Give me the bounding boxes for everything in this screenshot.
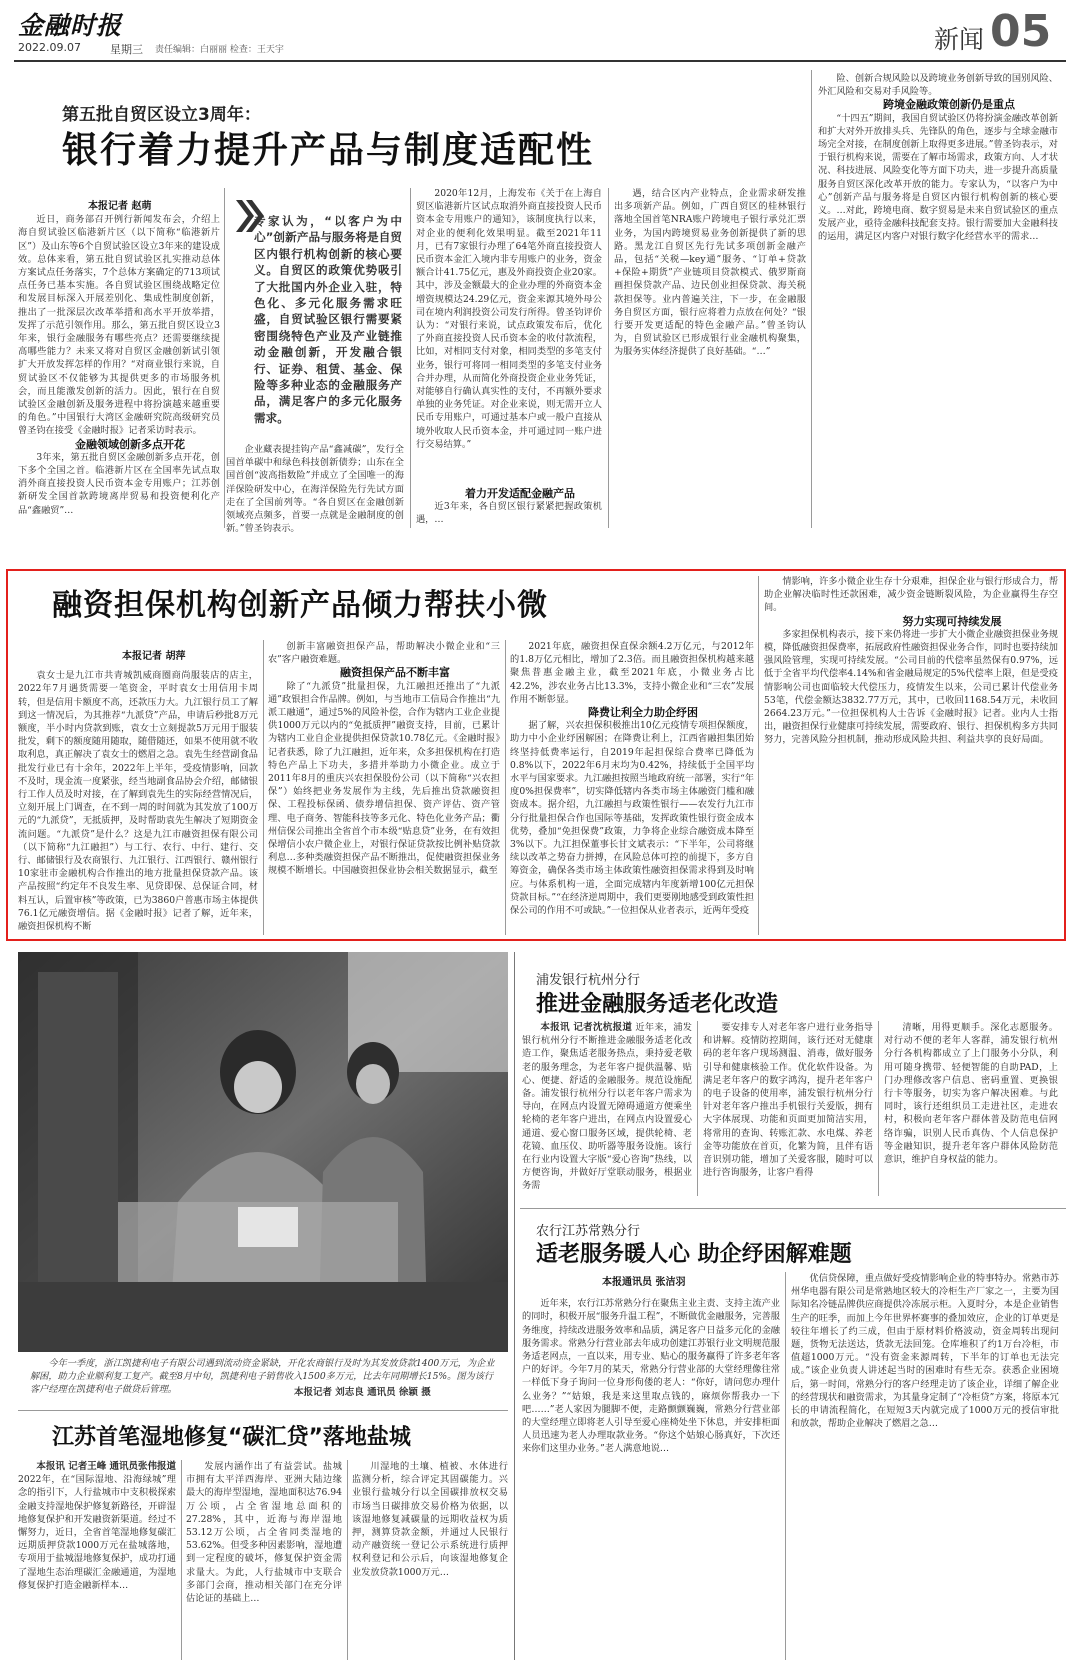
article1-pullquote: 专家认为，“以客户为中心”创新产品与服务将是自贸区内银行机构创新的核心要义。自贸区的政策优势吸引了大批国内外企业入驻，特色化、多元化服务需求旺盛，自贸试验区银行需要紧密围绕特色产业及产业链推动金融创新，开发融合银行、证券、租赁、基金、保险等多种业态的金融服务产品，满足客户的多元化服务需求。 [254, 214, 402, 425]
article2-col1 [18, 650, 258, 935]
divider [514, 952, 515, 1660]
article1-subhead5: 跨境金融政策创新仍是重点 [883, 98, 1015, 112]
masthead [0, 0, 1080, 58]
article1-col5-text: 险、创新合规风险以及跨境业务创新导致的国别风险、外汇风险和交易对手风险等。 [818, 73, 1058, 98]
article5-col2 [186, 1460, 342, 1660]
article2-col3-text: 2021年底，融资担保直保余额4.2万亿元，与2012年的1.8万亿元相比，增加了2.3倍。而且融资担保机构越来越聚焦普惠金融主业，截至2021年底，小微业务占比42.2%，涉农业务占比13.3%，支持小微企业和“三农”发展作用不断彰显。 [510, 641, 754, 705]
article2-col3b-text: 据了解，兴农担保积极推出10亿元疫情专项担保额度，助力中小企业纾困解困；在降费让利上，江西省融担集团始终坚持低费率运行，自2019年起担保综合费率已降低为0.8%以下，2022年6月末均为0.42%，持续低于全国平均水平与国家要求。九江融担按照当地政府统一部署，实行“年度0%担保费率”，切实降低辖内各类市场主体融资门槛和融资成本。据介绍，九江融担与政策性银行——农发行九江市分行批量担保合作也国际等基础，发挥政策性银行资金成本优势，叠加“免担保费”政策，力争将企业综合融资成本降至3%以下。九江担保董事长甘文斌表示：“下半年，公司将继续以改革之势奋力拼搏，在风险总体可控的前提下，多方自筹资金，确保各类市场主体政策性融资担保需求得到及时响应。与体系机构一道，全面完成辖内年度新增100亿元担保贷款目标。”“在经济逆周期中，我们更要刚地感受到政策性担保公司的作用不可或缺。”一位担保从业者表示，近两年受疫 [510, 720, 754, 917]
masthead-rule [14, 60, 1066, 62]
divider [878, 1021, 879, 1196]
article1-col2 [226, 443, 404, 535]
article1-col4-text: 遇，结合区内产业特点，企业需求研发推出多项新产品。例如，广西自贸区的桂林银行落地全国首笔NRA账户跨境电子银行承兑汇票业务，为国内跨境贸易业务创新提供了新的思路。黑龙江自贸区先行先试多项创新金融产品，包括“关税—key通”服务、“订单+贷款+保险+期货”产业链项目贷款模式、俄罗斯商画担保贷款产品、边民创业担保贷款、海关税款担保等。业内普遍关注，下一步，在金融服务自贸区方面，银行应将着力点放在何处？“银行要开发更适配的特色金融产品。”曾圣钧认为，自贸试验区已形成银行业金融机构聚集，为服务实体经济提供了良好基础。“…” [614, 188, 806, 358]
photo-credit: 本报记者 刘志良 通讯员 徐颖 摄 [294, 1387, 431, 1398]
article1-col2-text: 企业藏表提挂钩产品“鑫减碳”，发行全国首单碳中和绿色科技创新债券；山东在全国首创“波高指数险”并成立了全国唯一的海洋保险研发中心，在海洋保险先行先试方面走在了全国前列等。“各自贸区在金融创新领域亮点频多，首要一点就是金融制度的创新。”曾圣钧表示。 [226, 444, 404, 535]
article1-col4 [614, 187, 806, 527]
article2-col4 [764, 575, 1058, 935]
article2-col4b-text: 多家担保机构表示，接下来仍将进一步扩大小微企业融资担保业务规模，降低融资担保费率，拓展政府性融资担保业务合作，同时也要持续加强风险管理，实现可持续发展。“公司目前的代偿率虽然保有0.97%，远低于全省平均代偿率4.14%和省金融局规定的5%代偿率上限，但是受疫情影响公司也面临较大代偿压力，疫情发生以来，公司已累计代偿业务53笔，代偿金额达3832.77万元，其中，已收回1168.54万元，未收回2664.23万元。”一位担保机构人士告诉《金融时报》记者。业内人士指出，融资担保行业健康可持续发展，需要政府、银行、担保机构多方共同努力，完善风险分担机制，推动形成风险共担、利益共享的良好局面。 [764, 628, 1059, 746]
article2-col2a-text: 创新丰富融资担保产品，帮助解决小微企业和“三农”客户融资难题。 [268, 641, 500, 666]
article2-subhead4: 努力实现可持续发展 [902, 614, 1002, 628]
divider [758, 576, 759, 935]
article2-col2-text: 除了“九派贷”批量担保，九江融担还推出了“九派通”政银担合作品牌。例如，与当地市工信局合作推出“九派工融通”，通过5%的风险补偿，合作为辖内工业企业提供1000万元以内的“免抵质押”融资支持，目前，已累计为辖内工业自企业提供担保贷款10.78亿元。《金融时报》记者获悉，除了九江融担，近年来，众多担保机构在打造特色产品上下功夫，多措并举助力小微企业。成立于2011年8月的重庆兴农担保股份公司（以下简称“兴农担保”）始终把业务发展作为主线，先后推出贷款融资担保、工程投标保函、债券增信担保、资产评估、资产管理、电子商务、智能科技等多元化、特色化业务产品；衢州信保公司推出全省首个市本级“贴息贷”业务，在有效担保增信小农户微企业上，对银行保证贷款按比例补贴贷款利息…多种类融资担保产品不断推出，促使融资担保业务规模不断增长。中国融资担保业协会相关数据显示，截至 [268, 680, 500, 877]
article3-col1-text [522, 1021, 692, 1193]
article1-kicker: 第五批自贸区设立3周年： [62, 105, 261, 125]
editor-credits: 责任编辑：白丽丽 检查：王天宇 [155, 45, 284, 55]
issue-date: 2022.09.07 [18, 41, 81, 54]
article4-col1-text: 近年来，农行江苏常熟分行在聚焦主业主责、支持主流产业的同时，积极开展“服务升温工程”，不断做优金融服务，完善服务维度，持续改进服务效率和品质，满足客户日益多元化的金融服务需求。常熟分行营业部去年成功创建江苏银行业文明规范服务适老网点，一直以来，用专业、贴心的服务赢得了许多老年客户的好评。今年7月的某天，常熟分行营业部的大堂经理像往常一样低下身子询问一位身形佝偻的老人：“你好，请问您办理什么业务？”“姑娘，我是来这里取点钱的，麻烦你帮我办一下吧……”老人家因为腿脚不便，走路颤颤巍巍，常熟分行营业部的大堂经理立即将老人引导至爱心座椅处坐下休息，并安排柜面人员迅速为老人办理取款业务。“你这个姑娘心肠真好，下次还来你们这里办业务。”老人满意地说… [522, 1298, 780, 1455]
article2-col4-text: 情影响，许多小微企业生存十分艰难，担保企业与银行形成合力，帮助企业解决临时性还款困难，减少资金链断裂风险，为企业赢得生存空间。 [764, 576, 1059, 614]
news-photo [18, 952, 508, 1352]
divider [608, 188, 609, 528]
divider [263, 640, 264, 935]
article1-col5 [818, 72, 1058, 527]
article3-col1-body: 近年来，浦发银行杭州分行不断推进金融服务适老化改造工作，聚焦适老服务热点，秉持爱老敬老的服务理念，为老年客户提供温馨、贴心、便捷、舒适的金融服务。规范设施配备。浦发银行杭州分行以老年客户需求为导向，在网点内设置无障碍通道方便乘坐轮椅的老年客户进出，在网点内设置爱心通道、爱心窗口服务区域，提供轮椅、老花镜、血压仪、助听器等服务设施。该行在行业内设置大字版“爱心咨询”热线，以方便咨询，并做好厅堂联动服务，根据业务需 [522, 1022, 692, 1192]
article2-col1-text: 袁女士是九江市共青城凯威商圈商尚服装店的店主，2022年7月遇货需要一笔资金，平时袁女士用信用卡周转，但是信用卡额度不高，还款压力大。九江银行员工了解到这一情况后，为其推荐“九派贷”产品，申请后秒批8万元额度，半小时内贷款到账，袁女士立刻提款5万元用于服装批发，剩下的额度随用随取，随借随还，如果不使用就不收取利息，真正解决了袁女士的燃眉之急。袁先生经营副食品批发行业已有十余年，2022年上半年，受疫情影响，回款不及时，现金流一度紧张，经当地副食品协会介绍，邮储银行工作人员及时对接，在了解到袁先生的实际经营情况后，立刻开展上门调查，在不到一周的时间就为其发放了100万元的“九派贷”，无抵质押，及时帮助袁先生解决了短期资金流问题。“九派贷”是什么？这是九江市融资担保有限公司（以下简称“九江融担”）与工行、农行、中行、建行、交行、邮储银行及农商银行、九江银行、江西银行、赣州银行10家驻市金融机构合作推出的地方批量担保贷款产品。该产品按照“约定年不良发生率、见贷即保、总保证合同，材料互认，后置审核”等政策，已为3860户普惠市场主体提供76.1亿元融资增信。据《金融时报》记者了解，近年来，融资担保机构不断 [18, 670, 258, 933]
article3-col3 [884, 1021, 1058, 1196]
article2-byline: 本报记者 胡萍 [122, 651, 186, 662]
article2-col2 [268, 640, 500, 935]
article1-byline: 本报记者 赵萌 [88, 201, 152, 212]
article2-subhead3: 降费让利全力助企纾困 [588, 706, 698, 720]
article1-headline: 银行着力提升产品与制度适配性 [62, 130, 595, 171]
divider [181, 1460, 182, 1660]
article3-col1 [522, 1021, 692, 1196]
divider [697, 1021, 698, 1196]
divider [811, 70, 812, 528]
article1-col3 [416, 187, 602, 527]
page-number: 05 [990, 6, 1052, 57]
divider [785, 1272, 786, 1660]
article5-col2-text: 发展内涵作出了有益尝试。盐城市拥有太平洋西海岸、亚洲大陆边缘最大的海岸型湿地，湿地面积达76.94万公顷，占全省湿地总面积的27.28%，其中，近海与海岸湿地53.12万公顷，占全省同类湿地的53.62%。但受多种因素影响，湿地遭到一定程度的破坏，修复保护资金需求量大。为此，人行盐城市中支联合多部门会商，推动相关部门在充分评估论证的基础上… [186, 1461, 342, 1605]
article2-headline: 融资担保机构创新产品倾力帮扶小微 [52, 588, 548, 623]
article4-kicker: 农行江苏常熟分行 [536, 1224, 641, 1239]
article3-headline: 推进金融服务适老化改造 [536, 992, 779, 1017]
article5-col1-body: 2022年，在“国际湿地、沿海绿城”理念的指引下，人行盐城市中支积极探索金融支持湿地保护修复新路径，开辟湿地修复保护和开发融资新渠道。经过不懈努力，近日，全省首笔湿地修复碳汇远期质押贷款1000万元在盐城落地，专项用于盐城湿地修复保护，成功打通了湿地生态治理碳汇金融通道，为湿地修复保护打造金融新样本… [18, 1474, 176, 1591]
article5-byline: 本报讯 记者王峰 通讯员张伟报道 [36, 1461, 177, 1472]
article2-subhead2: 融资担保产品不断丰富 [340, 666, 450, 680]
article1-subhead3: 着力开发适配金融产品 [465, 487, 575, 500]
article1-col5b-text: “十四五”期间，我国自贸试验区仍将扮演金融改革创新和扩大对外开放排头兵、先锋队的角色，逐步与全球金融市场完全对接，在制度创新上取得更多进展。”曾圣钧表示，对于银行机构来说，需要在了解市场需求，政策方向、人才状况、科技进展、风险变化等方面下功夫，进一步提升高质量服务自贸区深化改革开放的能力。专家认为，“以客户为中心”创新产品与服务将是自贸区内银行机构创新的核心要义。…对此，跨境电商、数字贸易是未来自贸试验区的重点发展产业，亟待金融科技配套支持。银行需要加大金融科技的运用，满足区内客户对银行数字化经营水平的需求… [818, 112, 1058, 243]
article5-col1 [18, 1460, 176, 1660]
article1-col3-text: 2020年12月，上海发布《关于在上海自贸区临港新片区试点取消外商直接投资人民币资本金专用账户的通知》，该制度执行以来，对企业的便利化效果明显。截至2021年11月，已有7家银行办理了64笔外商直接投资人民币资本金汇入境内非专用账户的业务，资金额合计41.75亿元，惠及外商投资企业20家。其中，涉及金额最大的企业办理的外商资本金增资规模达24.29亿元，资金来源其境外母公司在境内利润投资公司发行所得。曾圣钧评价认为：“对银行来说，试点政策发布后，优化了外商直接投资人民币资本金的收付款流程，比如，对相同支付对象，相同类型的多笔支付业务，银行可将同一相同类型的多笔支付业务合并办理，从而简化外商投资企业业务凭证，对能够自行确认真实性的支付，不再额外要求单独的业务凭证。对企业来说，则无需开立人民币专用账户，可通过基本户或一般户直接从境外收取人民币资本金，并可通过同一账户进行交易结算。” [416, 188, 602, 450]
article5-headline: 江苏首笔湿地修复“碳汇贷”落地盐城 [52, 1425, 411, 1450]
article3-col2 [703, 1021, 873, 1196]
article4-byline: 本报通讯员 张洁羽 [602, 1277, 686, 1288]
article4-col1 [522, 1272, 780, 1660]
article2-col3 [510, 640, 754, 935]
article5-col3 [352, 1460, 508, 1660]
article1-col1b-text: 3年来，第五批自贸区金融创新多点开花，创下多个全国之首。临港新片区在全国率先试点取消外商直接投资人民币资本金专用账户；江苏创新研发全国首款跨境离岸贸易和投资便利化产品“鑫融贸”… [18, 451, 220, 516]
article1-col1 [18, 200, 220, 525]
article4-headline: 适老服务暖人心 助企纾困解难题 [536, 1242, 852, 1267]
article4-col2 [791, 1272, 1059, 1660]
section-rule [18, 1410, 508, 1411]
photo-caption: 今年一季度，浙江凯捷利电子有限公司遇到流动资金紧缺，开化农商银行及时为其发放贷款1400万元，为企业解困，助力企业顺利复工复产。截至8月中旬，凯捷利电子销售收入1500多万元，比去年同期增长15%。图为该行客户经理在凯捷利电子做贷后管理。 [30, 1358, 495, 1395]
article3-col2-text: 要安排专人对老年客户进行业务指导和讲解。疫情防控期间，该行还对无健康码的老年客户现场测温、消毒，做好服务引导和健康核验工作。优化软件设备。为满足老年客户的数字鸿沟，提升老年客户的电子设备的使用率，浦发银行杭州分行针对老年客户推出手机银行关爱版，拥有大字体展现、功能和页面更加简洁实用，将常用的查询、转账汇款、水电煤、养老金等功能放在首页，化繁为简，且伴有语音识别功能，增加了关爱客服，随时可以进行咨询服务，让客户看得 [703, 1022, 873, 1179]
divider [224, 188, 225, 528]
article3-byline: 本报讯 记者沈杭报道 [540, 1022, 633, 1033]
article5-col3-text: 川湿地的土壤、植被、水体进行监测分析，综合评定其固碳能力。兴业银行盐城分行以全国碳排放权交易市场当日碳排放交易价格为依据，以该湿地修复减碳量的远期收益权为质押，测算贷款金额，并通过人民银行动产融资统一登记公示系统进行质押权利登记和公示后，向该湿地修复企业发放贷款1000万元… [352, 1461, 508, 1578]
article1-col3b-text: 近3年来，各自贸区银行紧紧把握政策机遇，… [416, 501, 602, 526]
article5-col1-text [18, 1460, 176, 1592]
newspaper-logo: 金融时报 [18, 11, 123, 40]
divider [505, 640, 506, 935]
divider [410, 188, 411, 528]
article3-kicker: 浦发银行杭州分行 [536, 973, 641, 988]
article4-col2-text: 优信贷保障，重点做好受疫情影响企业的特事特办。常熟市苏州华电器有限公司是常熟地区较大的冷柜生产厂家之一，主要为国际知名冷链品牌供应商提供冷冻展示柜。入夏时分，本是企业销售生产的旺季，而加上今年世界杯赛事的叠加效应，企业的订单更是较往年增长了约三成，但由于原材料价格波动，资金周转出现问题，货物无法送达，货款无法回笼。仓库堆积了约1万台冷柜，市值超1000万元。“没有资金来源周转，下半年的订单也无法完成。”该企业负责人讲述起当时的困难时有些无奈。获悉企业困境后，第一时间，常熟分行的客户经理走访了该企业，详细了解企业的经营现状和融资需求，为其量身定制了“冷柜贷”方案，将原本冗长的申请流程简化，在短短3天内就完成了1000万元的授信审批和放款，帮助企业解决了燃眉之急… [791, 1273, 1059, 1430]
article1-col1-text: 近日，商务部召开例行新闻发布会，介绍上海自贸试验区临港新片区（以下简称“临港新片区”）及山东等6个自贸试验区设立3年来的建设成效。总体来看，第五批自贸试验区扎实推动总体方案试点任务落实，7个总体方案确定的713项试点任务已基本实施。各自贸试验区围绕战略定位和发展目标深入开展差别化、集成性制度创新，推出了一批深层次改革举措和高水平开放举措，发挥了示范引领作用。那么，第五批自贸区设立3年来，银行金融服务有哪些亮点？还需要继续提高哪些能力？未来又将对自贸区金融创新试引领扩大开放发挥怎样的作用？“对商业银行来说，自贸试验区不仅能够为其提供更多的市场服务机会，而且能激发创新的活力。因此，银行在自贸试验区金融创新及服务进程中将扮演越来越重要的角色。”中国银行大湾区金融研究院高级研究员曾圣钧在接受《金融时报》记者采访时表示。 [18, 214, 220, 437]
article1-subhead1: 金融领域创新多点开花 [75, 437, 185, 451]
issue-weekday: 星期三 [110, 43, 143, 56]
divider [347, 1460, 348, 1660]
section-rule [520, 1208, 1066, 1209]
article3-col3-text: 清晰，用得更顺手。深化志愿服务。对行动不便的老年人客群，浦发银行杭州分行各机构都成立了上门服务小分队，利用可随身携带、轻便智能的自助PAD，上门办理修改客户信息、密码重置、更换银行卡等服务，切实为客户解决困难。与此同时，该行还组织员工走进社区，走进农村，积极向老年客户群体普及防范电信网络诈骗，识别人民币真伪、个人信息保护等金融知识，提升老年客户群体风险防范意识，维护自身权益的能力。 [884, 1022, 1058, 1166]
section-name: 新闻 [934, 25, 985, 54]
